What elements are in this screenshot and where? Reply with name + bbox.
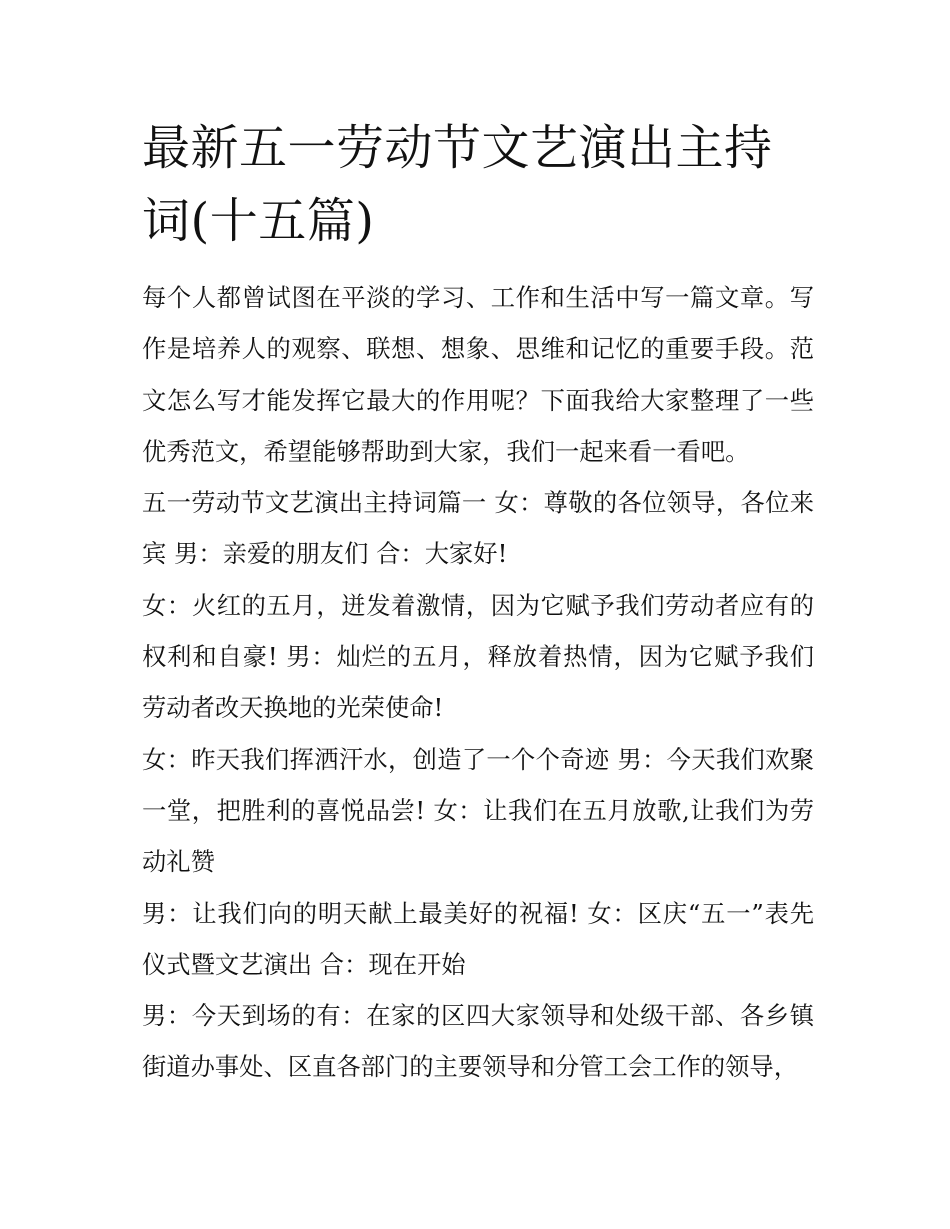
paragraph: 男：今天到场的有：在家的区四大家领导和处级干部、各乡镇街道办事处、区直各部门的主要领导和分管工会工作的领导， (142, 1001, 814, 1082)
document-page (142, 112, 814, 1093)
paragraph: 男：让我们向的明天献上最美好的祝福! 女：区庆“五一”表先仪式暨文艺演出 合：现在开始 (142, 898, 814, 979)
document-title: 最新五一劳动节文艺演出主持词(十五篇) (142, 120, 773, 249)
paragraph: 五一劳动节文艺演出主持词篇一 女：尊敬的各位领导，各位来宾 男：亲爱的朋友们 合：大家好! (142, 488, 814, 569)
paragraph: 女：火红的五月，迸发着激情，因为它赋予我们劳动者应有的权利和自豪! 男：灿烂的五月，释放着热情，因为它赋予我们劳动者改天换地的光荣使命! (142, 590, 814, 723)
document-body (142, 272, 814, 1093)
paragraph: 女：昨天我们挥洒汗水，创造了一个个奇迹 男：今天我们欢聚一堂，把胜利的喜悦品尝! 女：让我们在五月放歌,让我们为劳动礼赞 (142, 744, 814, 877)
paragraph: 每个人都曾试图在平淡的学习、工作和生活中写一篇文章。写作是培养人的观察、联想、想象、思维和记忆的重要手段。范文怎么写才能发挥它最大的作用呢？下面我给大家整理了一些优秀范文，希望能够帮助到大家，我们一起来看一看吧。 (142, 283, 814, 466)
